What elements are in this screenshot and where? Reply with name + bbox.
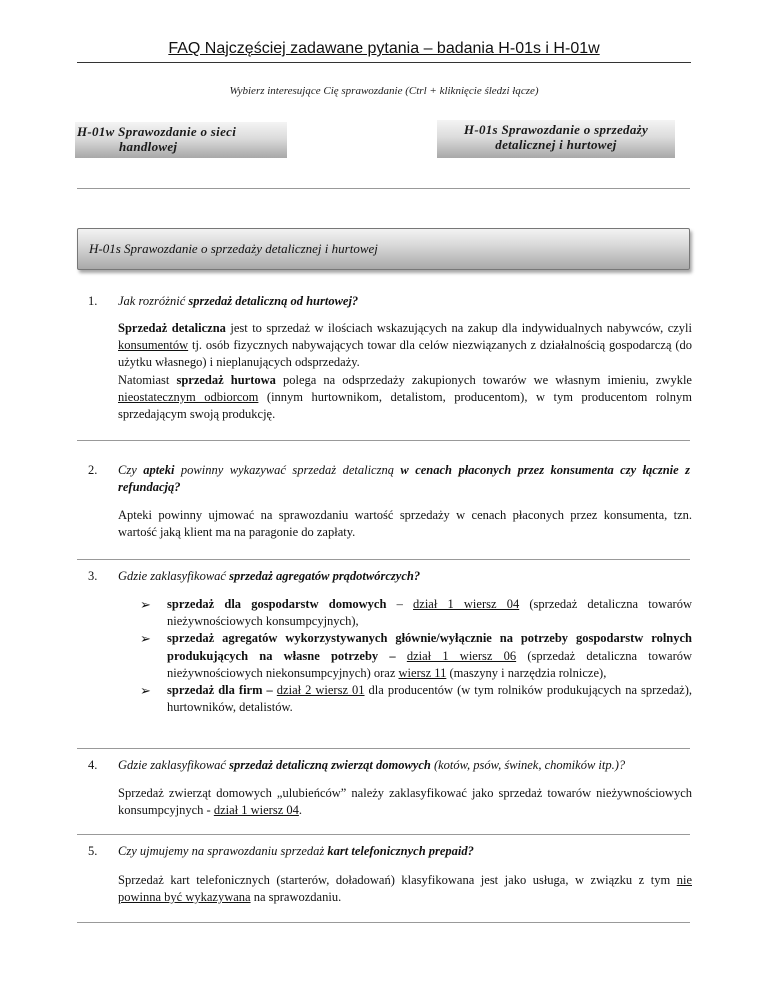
link-nie-powinna-byc-wykazywana: nie powinna być wykazywana — [118, 873, 692, 905]
page-title: FAQ Najczęściej zadawane pytania – badania H-01s i H-01w — [168, 40, 600, 57]
h01s-link-button[interactable]: H-01s Sprawozdanie o sprzedaży detalicznej i hurtowej — [437, 120, 675, 158]
answer-5: Sprzedaż kart telefonicznych (starterów, doładowań) klasyfikowana jest jako usługa, w związku z tym nie powinna być wykazywana na sprawozdaniu. — [118, 873, 692, 905]
list-item: ➢ sprzedaż dla firm – dział 2 wiersz 01 dla producentów (w tym rolników produkujących na sprzedaż), hurtowników, detalistów. — [140, 683, 693, 715]
list-item: ➢ sprzedaż dla gospodarstw domowych – dział 1 wiersz 04 (sprzedaż detaliczna towarów nieżywnościowych konsumpcyjnych), — [140, 597, 692, 629]
answer-1: Sprzedaż detaliczna jest to sprzedaż w ilościach wskazujących na zakup dla indywidualnych nabywców, czyli konsumentów tj. osób fizycznych nabywających towar dla celów niezwiązanych z działalnością gospodarczą (do użytku własnego) i nieplanujących odsprzedaży. Natomiast sprzedaż hurtowa polega na odsprzedaży zakupionych towarów we własnym imieniu, zwykle nieostatecznym odbiorcom (innym hurtownikom, detalistom, producentom), w tym producentom rolnym sprzedającym swoją produkcję. — [118, 321, 692, 422]
link-dzial1-wiersz04[interactable]: dział 1 wiersz 04 — [213, 803, 299, 818]
subtitle: Wybierz interesujące Cię sprawozdanie (Ctrl + kliknięcie śledzi łącze) — [229, 85, 539, 97]
link-dzial1-wiersz06[interactable]: dział 1 wiersz 06 — [406, 648, 517, 663]
link-dzial1-wiersz04[interactable]: dział 1 wiersz 04 — [413, 597, 520, 611]
divider — [77, 188, 690, 189]
header-divider — [77, 62, 691, 63]
divider — [77, 440, 690, 441]
arrow-bullet-icon: ➢ — [140, 597, 151, 612]
arrow-bullet-icon: ➢ — [140, 683, 151, 699]
answer-2: Apteki powinny ujmować na sprawozdaniu wartość sprzedaży w cenach płaconych przez konsumenta, tzn. wartość jaką klient ma na paragonie do zapłaty. — [118, 508, 692, 540]
divider — [77, 922, 690, 923]
link-wiersz11[interactable]: wiersz 11 — [398, 665, 447, 680]
section-header: H-01s Sprawozdanie o sprzedaży detalicznej i hurtowej — [77, 228, 690, 270]
divider — [77, 559, 690, 560]
divider — [77, 834, 690, 835]
answer-4: Sprzedaż zwierząt domowych „ulubieńców” należy zaklasyfikować jako sprzedaż towarów nieżywnościowych konsumpcyjnych - dział 1 wiersz 04. — [118, 786, 692, 818]
h01w-link-button[interactable]: H-01w Sprawozdanie o sieci handlowej — [75, 122, 287, 158]
link-nieostatecznym-odbiorcom[interactable]: nieostatecznym odbiorcom — [118, 389, 259, 404]
arrow-bullet-icon: ➢ — [140, 631, 151, 647]
link-konsumentow[interactable]: konsumentów — [118, 338, 189, 353]
link-dzial2-wiersz01[interactable]: dział 2 wiersz 01 — [276, 683, 365, 698]
list-item: ➢ sprzedaż agregatów wykorzystywanych głównie/wyłącznie na potrzeby gospodarstw rolnych produkujących na własne potrzeby – dział 1 wiersz 06 (sprzedaż detaliczna towarów nieżywnościowych niekonsumpcyjnych) oraz wiersz 11 (maszyny i narzędzia rolnicze), — [140, 631, 693, 680]
divider — [77, 748, 690, 749]
answer-3 — [118, 596, 692, 716]
